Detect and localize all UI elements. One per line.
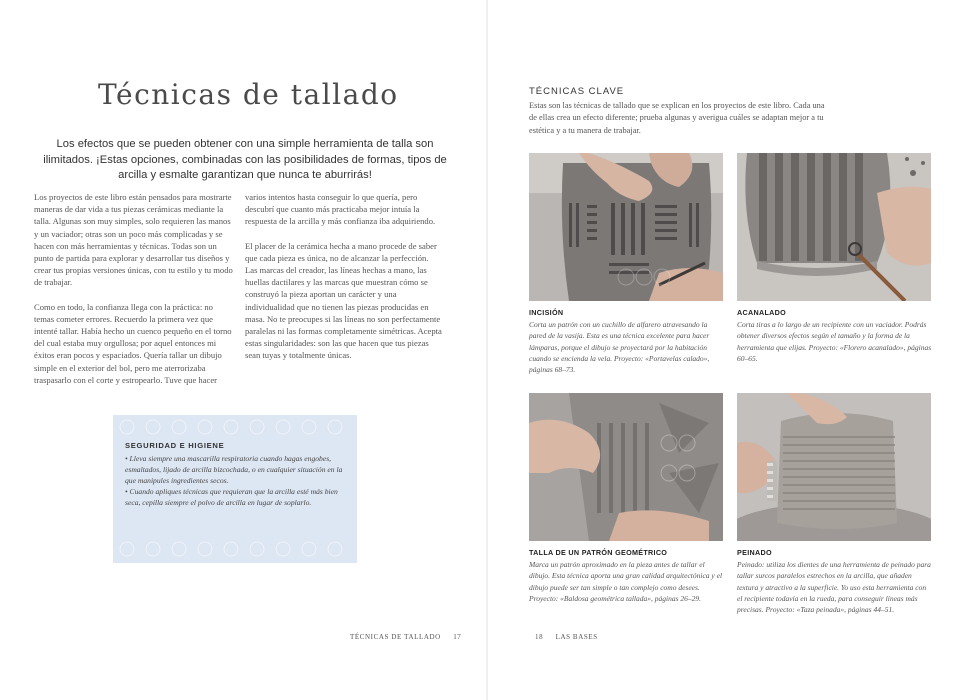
page-number: 18: [535, 633, 544, 641]
technique-incision: [529, 308, 725, 375]
safety-title: SEGURIDAD E HIGIENE: [125, 441, 225, 450]
technique-description: Peinado: utiliza los dientes de una herramienta de peinado para tallar surcos paralelos estrechos en la arcilla, que añaden textura y atractivo a la superficie. Yo uso esta herramienta con el recipiente todavía en la rueda, para conseguir líneas más precisas. Proyecto: «Taza peinada», páginas 44–51.: [737, 560, 931, 615]
technique-peinado: [737, 548, 933, 615]
intro-text: Los efectos que se pueden obtener con una simple herramienta de talla son ilimitados. ¡Estas opciones, combinadas con las posibilidades de formas, tipos de arcilla y esmalte garantizan que nunca te aburrirás!: [43, 138, 447, 181]
photo-peinado: [737, 393, 931, 541]
technique-title: INCISIÓN: [529, 308, 564, 317]
footer-label: TÉCNICAS DE TALLADO: [350, 633, 441, 641]
footer-label: LAS BASES: [555, 633, 598, 641]
paragraph: Como en todo, la confianza llega con la práctica: no temas cometer errores. Recuerdo la primera vez que intenté tallar. Había hecho un cuenco pequeño en el torno del cual estaba muy orgullosa; por aquel entonces mi éxitos eran pocos y espaciados. Quería tallar un dibujo simple en el exterior del bol, pero me aterrorizaba traspasarlo con el corte y estropearlo. Tuve que hacer: [34, 301, 232, 385]
safety-item: • Lleva siempre una mascarilla respiratoria cuando hagas engobes, esmaltados, lijado de arcilla bizcochada, o en cualquier situación en la que manipules ingredientes secos.: [125, 454, 343, 485]
left-footer: [350, 633, 461, 641]
paragraph: varios intentos hasta conseguir lo que quería, pero descubrí que cuanto más practicaba mejor intuía la respuesta de la arcilla y más confianza iba adquiriendo.: [245, 192, 436, 227]
photo-incision: [529, 153, 723, 301]
safety-box: [113, 415, 357, 563]
technique-description: Corta tiras a lo largo de un recipiente con un vaciador. Podrás obtener diversos efectos según el tamaño y la forma de la herramienta que elijas. Proyecto: «Florero acanalado», páginas 60–65.: [737, 320, 932, 363]
safety-item: • Cuando apliques técnicas que requieran que la arcilla esté más bien seca, cepilla siempre el polvo de arcilla en lugar de soplarlo.: [125, 487, 338, 507]
body-column-2: [245, 191, 443, 374]
paragraph: El placer de la cerámica hecha a mano procede de saber que cada pieza es única, no de alcanzar la perfección. Las marcas del creador, las líneas hechas a mano, las huellas dactilares y las marcas que muestran cómo se construyó la pieza aportan un carácter y una individualidad que no tienen las piezas producidas en masa. No te preocupes si las líneas no son perfectamente paralelas ni las formas completamente simétricas. Acepta estas singularidades: son las que hacen que tus piezas sean tuyas y totalmente únicas.: [245, 240, 442, 361]
technique-acanalado: [737, 308, 933, 364]
technique-description: Marca un patrón aproximado en la pieza antes de tallar el dibujo. Esta técnica aporta una gran calidad arquitectónica y el dibujo puede ser tan simple o tan complejo como desees. Proyecto: «Baldosa geométrica tallada», páginas 26–29.: [529, 560, 723, 603]
technique-title: PEINADO: [737, 548, 772, 557]
page-number: 17: [453, 633, 462, 641]
right-footer: [535, 633, 598, 641]
paragraph: Los proyectos de este libro están pensados para mostrarte maneras de dar vida a tus piezas cerámicas mediante la talla. Algunas son muy simples, solo requieren las manos y un vaciador; otras son un poco más complicadas y se hacen con más herramientas y técnicas. Todas son un punto de partida para explorar y desarrollar tus diseños y crear tus propias versiones únicas, con tu estilo y tu modo de trabajar.: [34, 192, 233, 288]
body-column-1: [34, 191, 234, 398]
left-page: [0, 0, 488, 700]
section-title: TÉCNICAS CLAVE: [529, 86, 625, 97]
technique-title: TALLA DE UN PATRÓN GEOMÉTRICO: [529, 548, 668, 557]
photo-talla-geometrica: [529, 393, 723, 541]
technique-geometrico: [529, 548, 725, 604]
technique-description: Corta un patrón con un cuchillo de alfarero atravesando la pared de la vasija. Esta es una técnica excelente para hacer lámparas, porque el dibujo se proyectará por la habitación cuando se encienda la vela. Proyecto: «Portavelas calado», páginas 68–73.: [529, 320, 710, 375]
page-title: Técnicas de tallado: [98, 78, 399, 111]
technique-title: ACANALADO: [737, 308, 787, 317]
photo-acanalado: [737, 153, 931, 301]
section-description: Estas son las técnicas de tallado que se explican en los proyectos de este libro. Cada una de ellas crea un efecto diferente; prueba algunas y averigua cuáles se adaptan mejor a tu estética y a tu manera de trabajar.: [529, 101, 825, 135]
